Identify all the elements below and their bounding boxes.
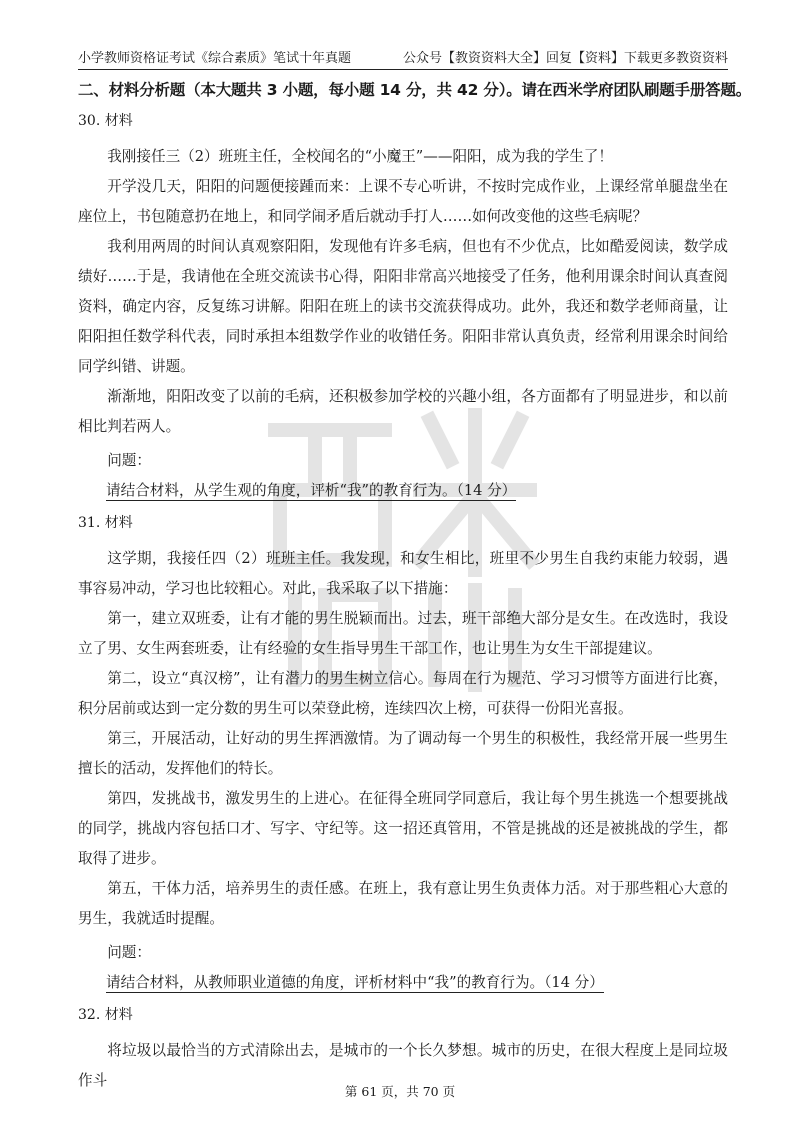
header-right: 公众号【教资资料大全】回复【资料】下载更多教资资料	[402, 51, 728, 66]
page-footer: 第 61 页，共 70 页	[344, 1084, 456, 1099]
section-title: 二、材料分析题（本大题共 3 小题，每小题 14 分，共 42 分）。请在西米学府团队刷题手册答题。	[78, 81, 752, 99]
question-32-number: 32. 材料	[78, 1007, 133, 1023]
q30-paragraph: 开学没几天，阳阳的问题便接踵而来：上课不专心听讲，不按时完成作业，上课经常单腿盘坐在座位上，书包随意扔在地上，和同学闹矛盾后就动手打人……如何改变他的这些毛病呢？	[78, 178, 728, 225]
q32-paragraph: 将垃圾以最恰当的方式清除出去，是城市的一个长久梦想。城市的历史，在很大程度上是同垃圾作斗	[78, 1042, 728, 1089]
q31-paragraph: 第五，干体力活，培养男生的责任感。在班上，我有意让男生负责体力活。对于那些粗心大意的男生，我就适时提醒。	[78, 880, 728, 927]
q31-paragraph: 这学期，我接任四（2）班班主任。我发现，和女生相比，班里不少男生自我约束能力较弱，遇事容易冲动，学习也比较粗心。对此，我采取了以下措施：	[78, 550, 728, 597]
page-content	[78, 78, 752, 1096]
question-30-number: 30. 材料	[78, 113, 133, 129]
q31-paragraph: 第一，建立双班委，让有才能的男生脱颖而出。过去，班干部绝大部分是女生。在改选时，我设立了男、女生两套班委，让有经验的女生指导男生干部工作，也让男生为女生干部提建议。	[78, 610, 728, 657]
q30-paragraph: 我刚接任三（2）班班主任，全校闻名的“小魔王”——阳阳，成为我的学生了！	[107, 148, 613, 165]
q31-paragraph: 第二，设立“真汉榜”，让有潜力的男生树立信心。每周在行为规范、学习习惯等方面进行比赛，积分居前或达到一定分数的男生可以荣登此榜，连续四次上榜，可获得一份阳光喜报。	[78, 670, 728, 717]
q30-prompt-text: 请结合材料，从学生观的角度，评析“我”的教育行为。（14 分）	[106, 482, 517, 499]
q31-paragraph: 第三，开展活动，让好动的男生挥洒激情。为了调动每一个男生的积极性，我经常开展一些男生擅长的活动，发挥他们的特长。	[78, 730, 728, 777]
q31-question-label: 问题：	[107, 944, 151, 961]
q30-paragraph: 渐渐地，阳阳改变了以前的毛病，还积极参加学校的兴趣小组，各方面都有了明显进步，和以前相比判若两人。	[78, 388, 728, 435]
q30-question-label: 问题：	[107, 452, 151, 469]
q30-paragraph: 我利用两周的时间认真观察阳阳，发现他有许多毛病，但也有不少优点，比如酷爱阅读，数学成绩好……于是，我请他在全班交流读书心得，阳阳非常高兴地接受了任务，他利用课余时间认真查阅资料，确定内容，反复练习讲解。阳阳在班上的读书交流获得成功。此外，我还和数学老师商量，让阳阳担任数学科代表，同时承担本组数学作业的收错任务。阳阳非常认真负责，经常利用课余时间给同学纠错、讲题。	[78, 238, 728, 375]
q31-prompt	[106, 968, 728, 998]
q30-prompt	[106, 476, 728, 506]
header-left: 小学教师资格证考试《综合素质》笔试十年真题	[78, 51, 352, 66]
question-31-number: 31. 材料	[78, 515, 133, 531]
q31-paragraph: 第四，发挑战书，激发男生的上进心。在征得全班同学同意后，我让每个男生挑选一个想要挑战的同学，挑战内容包括口才、写字、守纪等。这一招还真管用，不管是挑战的还是被挑战的学生，都取得了进步。	[78, 790, 728, 867]
page-header	[78, 44, 728, 70]
q31-prompt-text: 请结合材料，从教师职业道德的角度，评析材料中“我”的教育行为。（14 分）	[106, 974, 604, 991]
